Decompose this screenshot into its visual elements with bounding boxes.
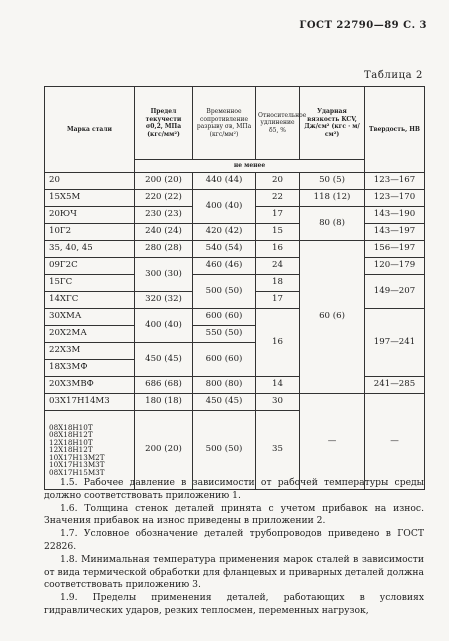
paragraph-1-6: 1.6. Толщина стенок деталей принята с учетом прибавок на износ. Значения прибавок на износ приведены в приложении 2. — [44, 502, 424, 527]
table-row — [45, 309, 425, 326]
cell-grade: 14ХГС — [45, 292, 135, 309]
cell-tensile: 440 (44) — [193, 173, 256, 190]
header-not-less: не менее — [135, 160, 365, 173]
cell-yield: 300 (30) — [135, 258, 193, 292]
cell-tensile: 460 (46) — [193, 258, 256, 275]
cell-impact: 80 (8) — [300, 207, 365, 241]
cell-grade: 09Г2С — [45, 258, 135, 275]
table-row — [45, 173, 425, 190]
cell-yield: 320 (32) — [135, 292, 193, 309]
cell-grade: 20ЮЧ — [45, 207, 135, 224]
cell-hardness: 143—190 — [365, 207, 425, 224]
cell-impact: 60 (6) — [300, 241, 365, 394]
cell-hardness: — — [365, 394, 425, 490]
header-yield: Предел текучести σ0,2, МПа (кгс/мм²) — [135, 87, 193, 160]
paragraph-1-7: 1.7. Условное обозначение деталей трубопроводов приведено в ГОСТ 22826. — [44, 528, 424, 552]
cell-hardness: 241—285 — [365, 377, 425, 394]
cell-tensile: 600 (60) — [193, 343, 256, 377]
cell-tensile: 500 (50) — [193, 275, 256, 309]
header-tensile: Временное сопротивление разрыву σв, МПа (кгс/мм²) — [193, 87, 256, 160]
cell-elongation: 16 — [256, 309, 300, 377]
cell-tensile: 550 (50) — [193, 326, 256, 343]
cell-elongation: 16 — [256, 241, 300, 258]
cell-grade: 35, 40, 45 — [45, 241, 135, 258]
cell-elongation: 14 — [256, 377, 300, 394]
table-row — [45, 190, 425, 207]
cell-yield: 450 (45) — [135, 343, 193, 377]
paragraph-1-5: 1.5. Рабочее давление в зависимости от рабочей температуры среды должно соответствовать приложению 1. — [44, 477, 424, 501]
cell-elongation: 17 — [256, 292, 300, 309]
cell-hardness: 143—197 — [365, 224, 425, 241]
cell-yield: 230 (23) — [135, 207, 193, 224]
page-header: ГОСТ 22790—89 С. 3 — [299, 20, 427, 31]
paragraph-1-9: 1.9. Пределы применения деталей, работающих в условиях гидравлических ударов, резких теплосмен, переменных нагрузок, — [44, 592, 424, 616]
cell-tensile: 500 (50) — [193, 411, 256, 490]
table-caption: Таблица 2 — [363, 70, 423, 81]
cell-tensile: 400 (40) — [193, 190, 256, 224]
cell-tensile: 540 (54) — [193, 241, 256, 258]
cell-yield: 400 (40) — [135, 309, 193, 343]
cell-grade: 15ГС — [45, 275, 135, 292]
cell-elongation: 35 — [256, 411, 300, 490]
cell-grade: 10Г2 — [45, 224, 135, 241]
cell-yield: 240 (24) — [135, 224, 193, 241]
cell-grade: 20Х2МА — [45, 326, 135, 343]
cell-elongation: 22 — [256, 190, 300, 207]
cell-elongation: 15 — [256, 224, 300, 241]
cell-yield: 200 (20) — [135, 173, 193, 190]
cell-impact: 50 (5) — [300, 173, 365, 190]
cell-hardness: 120—179 — [365, 258, 425, 275]
cell-grade: 20Х3МВФ — [45, 377, 135, 394]
cell-tensile: 600 (60) — [193, 309, 256, 326]
cell-grade: 30ХМА — [45, 309, 135, 326]
cell-impact: 118 (12) — [300, 190, 365, 207]
cell-hardness: 197—241 — [365, 309, 425, 377]
cell-yield: 280 (28) — [135, 241, 193, 258]
cell-elongation: 17 — [256, 207, 300, 224]
cell-hardness: 123—170 — [365, 190, 425, 207]
cell-elongation: 18 — [256, 275, 300, 292]
header-elongation: Относительное удлинение δ5, % — [256, 87, 300, 160]
cell-tensile: 450 (45) — [193, 394, 256, 411]
cell-elongation: 30 — [256, 394, 300, 411]
header-hardness: Твердость, HB — [365, 87, 425, 173]
cell-hardness: 149—207 — [365, 275, 425, 309]
cell-yield: 686 (68) — [135, 377, 193, 394]
cell-grade: 15Х5М — [45, 190, 135, 207]
cell-hardness: 123—167 — [365, 173, 425, 190]
table-row — [45, 241, 425, 258]
cell-grade: 22Х3М — [45, 343, 135, 360]
cell-grade: 03Х17Н14М3 — [45, 394, 135, 411]
cell-yield: 180 (18) — [135, 394, 193, 411]
cell-elongation: 24 — [256, 258, 300, 275]
body-text — [44, 477, 424, 618]
cell-impact: — — [300, 394, 365, 490]
table-row — [45, 224, 425, 241]
cell-grade: 18Х3МФ — [45, 360, 135, 377]
cell-tensile: 800 (80) — [193, 377, 256, 394]
table-row — [45, 394, 425, 411]
cell-tensile: 420 (42) — [193, 224, 256, 241]
cell-yield: 200 (20) — [135, 411, 193, 490]
table-row — [45, 377, 425, 394]
cell-grade: 20 — [45, 173, 135, 190]
paragraph-1-8: 1.8. Минимальная температура применения марок сталей в зависимости от вида термической обработки для фланцевых и приварных деталей должна соответствовать приложению 3. — [44, 553, 424, 591]
cell-yield: 220 (22) — [135, 190, 193, 207]
steel-properties-table — [44, 86, 425, 490]
header-impact: Ударная вязкость KCV, Дж/см² (кгс · м/см²) — [300, 87, 365, 160]
cell-elongation: 20 — [256, 173, 300, 190]
cell-hardness: 156—197 — [365, 241, 425, 258]
header-grade: Марка стали — [45, 87, 135, 173]
table-row — [45, 275, 425, 292]
table-row — [45, 258, 425, 275]
cell-grade-list: 08Х18Н10Т 08Х18Н12Т 12Х18Н10Т 12Х18Н12Т 10Х17Н13М2Т 10Х17Н13М3Т 08Х17Н15М3Т — [45, 411, 135, 490]
